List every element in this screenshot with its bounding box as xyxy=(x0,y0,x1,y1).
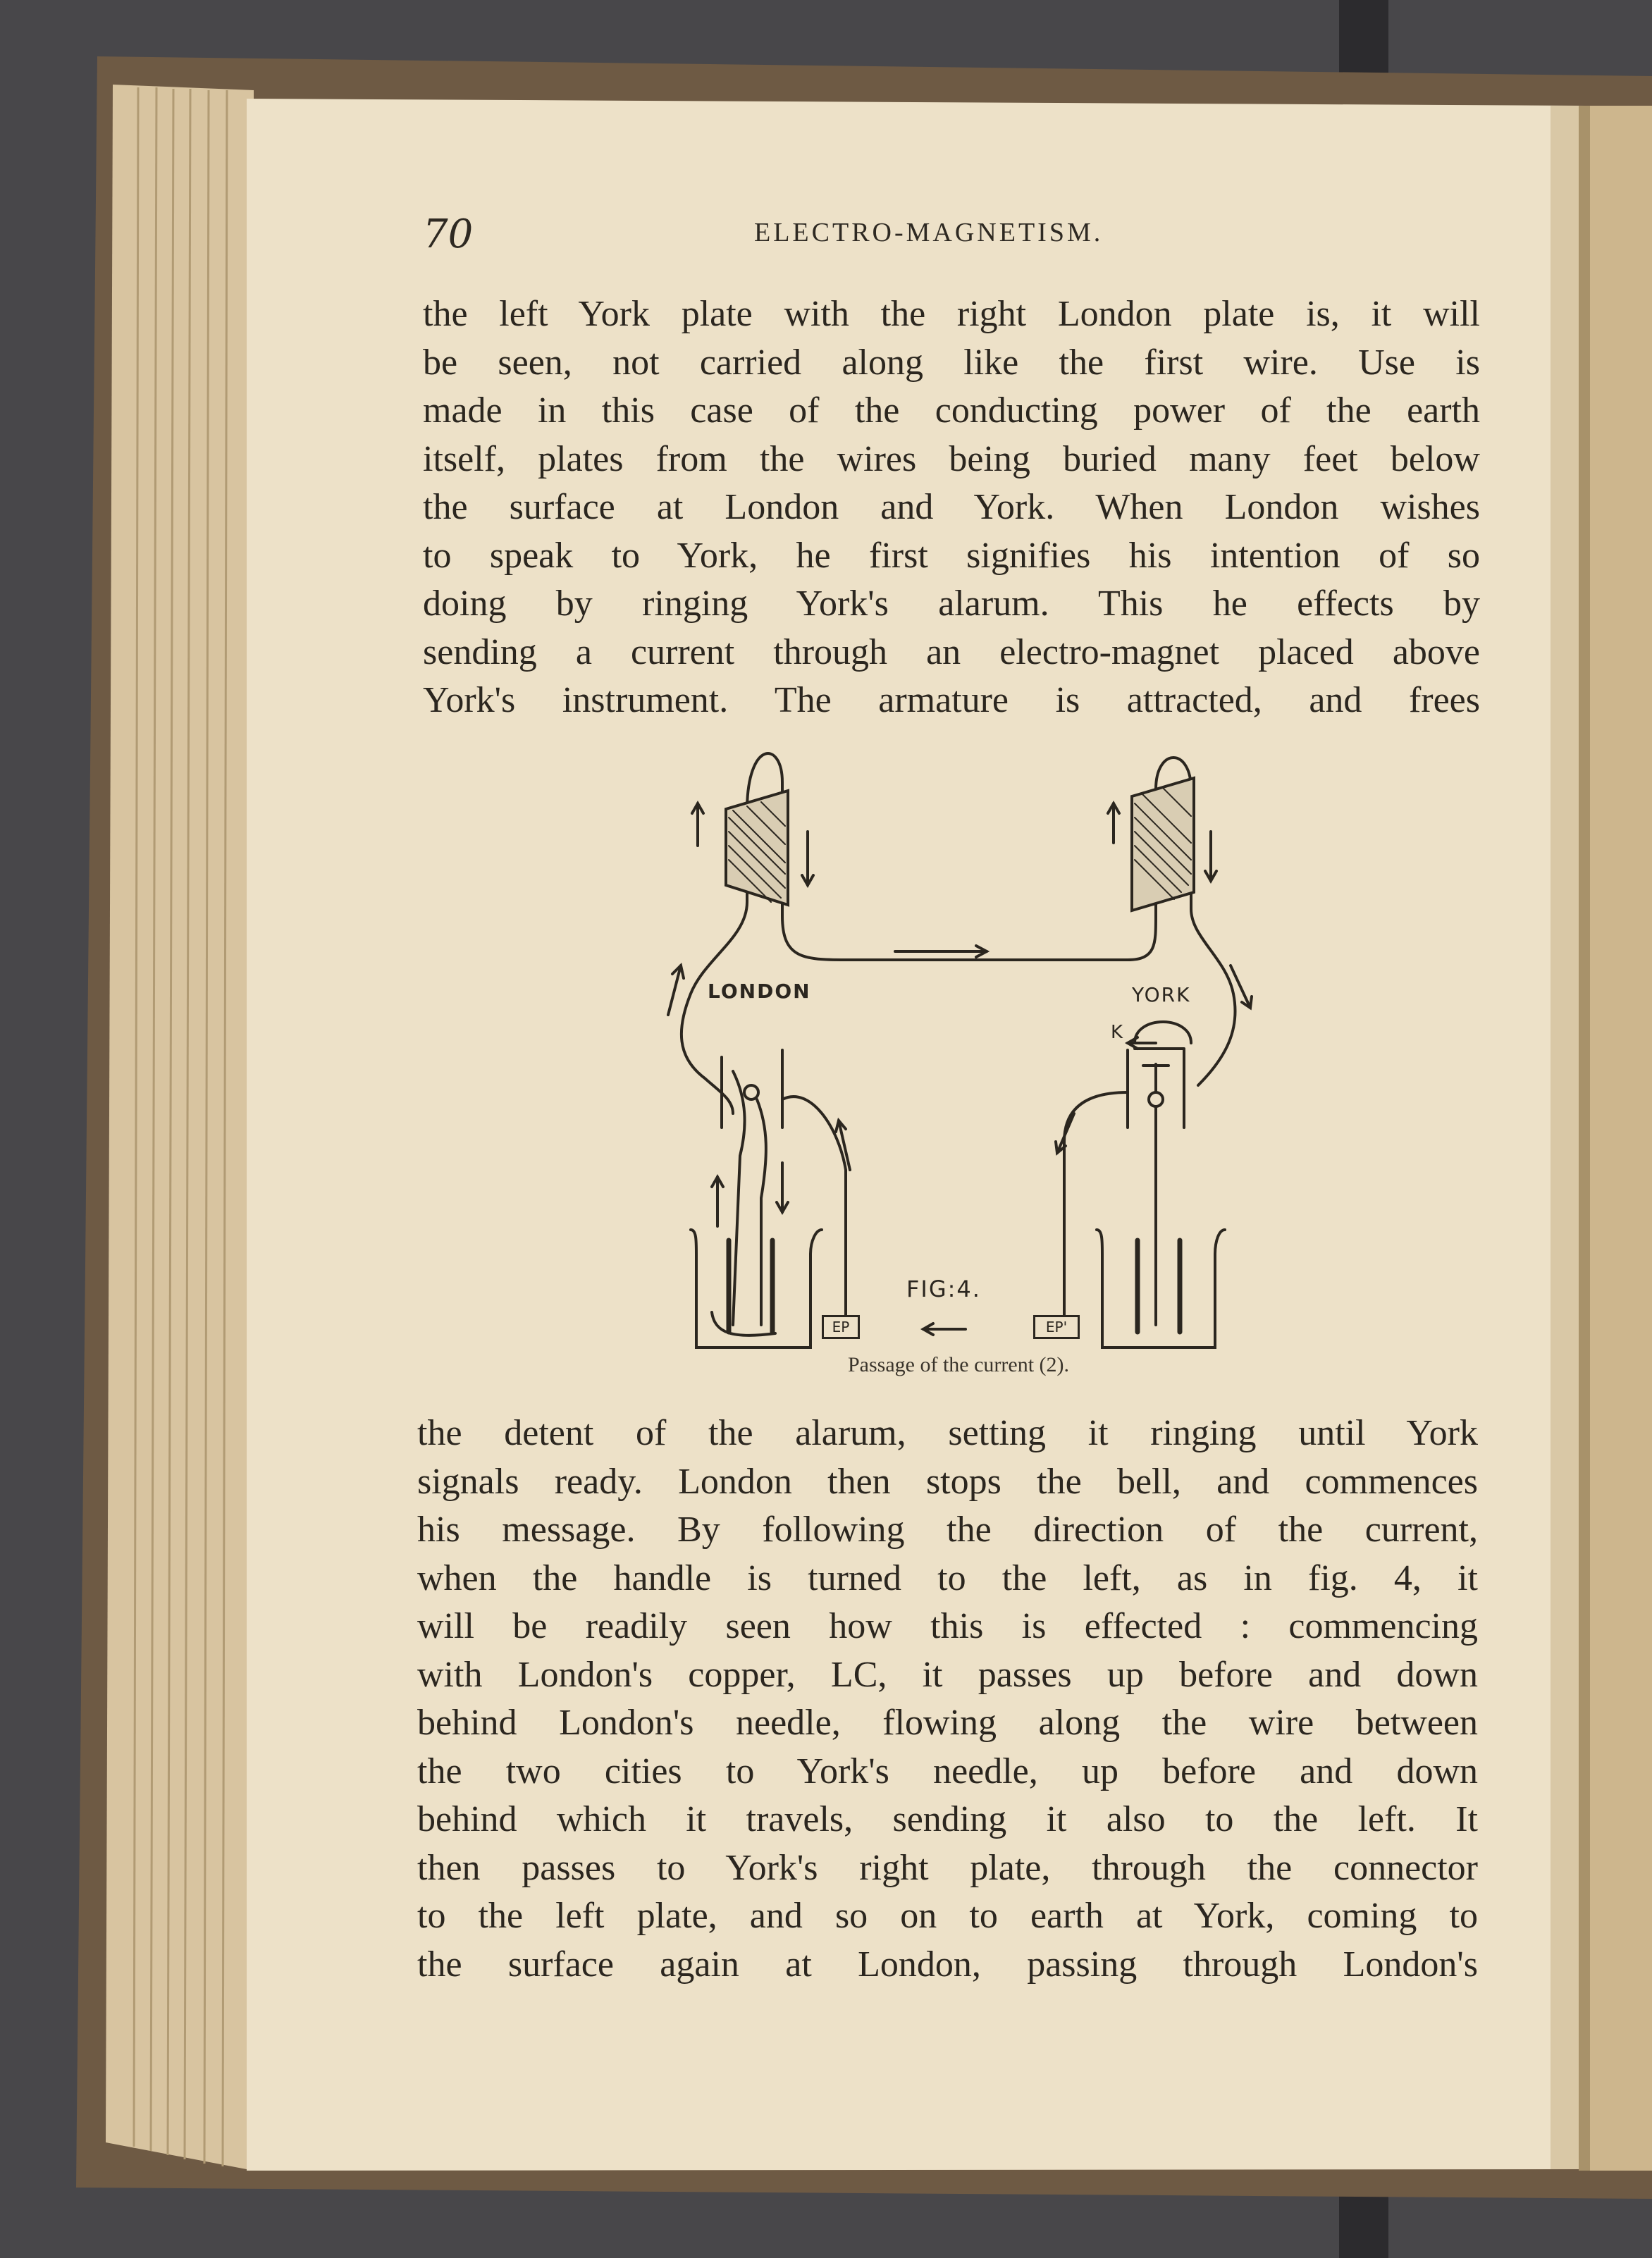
page-number: 70 xyxy=(423,211,474,257)
text-line: behind London's needle, flowing along the wire between xyxy=(417,1703,1478,1743)
text-line: behind which it travels, sending it also to the left. It xyxy=(417,1799,1478,1839)
body-text-top xyxy=(423,290,1480,725)
figure-label-london: LONDON xyxy=(708,980,811,1003)
running-title: ELECTRO-MAGNETISM. xyxy=(754,218,1104,247)
figure-label-york: YORK xyxy=(1132,983,1191,1006)
figure-label-k: K xyxy=(1111,1022,1123,1043)
text-line: the left York plate with the right London plate is, it will xyxy=(423,294,1480,334)
text-line: sending a current through an electro-magnet placed above xyxy=(423,631,1480,672)
figure-caption: Passage of the current (2). xyxy=(847,1353,1070,1376)
text-line: be seen, not carried along like the first wire. Use is xyxy=(423,342,1480,383)
text-line: when the handle is turned to the left, as in fig. 4, it xyxy=(417,1557,1478,1598)
text-line: will be readily seen how this is effected : commencing xyxy=(417,1606,1478,1646)
text-line: to the left plate, and so on to earth at York, coming to xyxy=(417,1896,1478,1936)
earth-plate-left-label: EP xyxy=(822,1315,860,1339)
text-line: the two cities to York's needle, up before and down xyxy=(417,1751,1478,1791)
text-line: his message. By following the direction of the current, xyxy=(417,1510,1478,1550)
text-line: itself, plates from the wires being buried many feet below xyxy=(423,438,1480,479)
body-text-bottom xyxy=(417,1409,1478,1989)
text-line: York's instrument. The armature is attracted, and frees xyxy=(423,680,1480,720)
text-line: then passes to York's right plate, through the connector xyxy=(417,1847,1478,1888)
text-line: the surface at London and York. When London wishes xyxy=(423,487,1480,527)
text-line: signals ready. London then stops the bell, and commences xyxy=(417,1461,1478,1502)
text-line: the detent of the alarum, setting it ringing until York xyxy=(417,1413,1478,1453)
earth-plate-right-label: EP' xyxy=(1033,1315,1080,1339)
text-line: to speak to York, he first signifies his intention of so xyxy=(423,535,1480,576)
running-head xyxy=(423,211,1480,268)
figure-number: FIG:4. xyxy=(906,1276,981,1302)
text-line: the surface again at London, passing through London's xyxy=(417,1944,1478,1985)
text-line: made in this case of the conducting power of the earth xyxy=(423,390,1480,431)
text-line: with London's copper, LC, it passes up before and down xyxy=(417,1654,1478,1695)
text-line: doing by ringing York's alarum. This he effects by xyxy=(423,584,1480,624)
